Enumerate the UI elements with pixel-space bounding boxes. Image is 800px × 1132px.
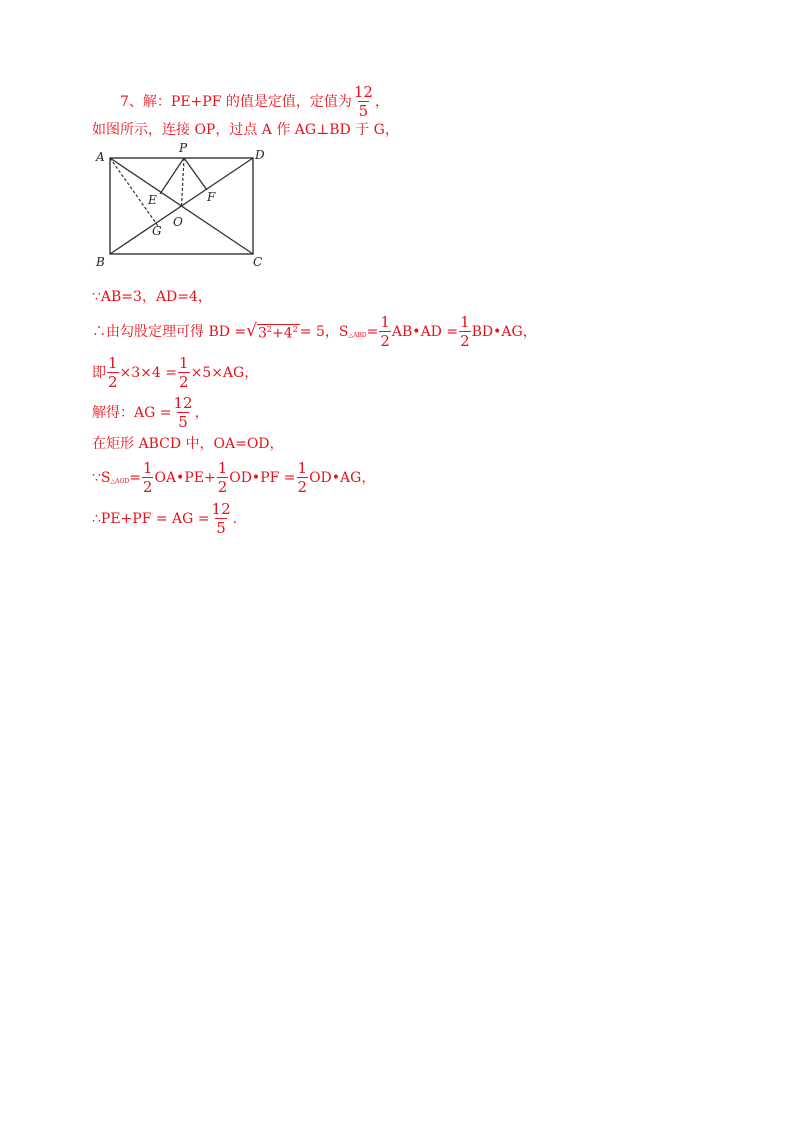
- label-b: B: [96, 255, 105, 269]
- area-equation: 即 $\frac{1}{2}$ ×3×4 = $\frac{1}{2}$ ×5×AG，: [92, 354, 259, 392]
- label-o: O: [173, 215, 183, 229]
- fraction-half: $\frac{1}{2}$: [460, 313, 470, 351]
- segment-pf: [184, 158, 207, 190]
- label-c: C: [253, 255, 263, 269]
- label-g: G: [152, 224, 162, 238]
- fraction-half: $\frac{1}{2}$: [142, 459, 153, 497]
- fraction-12-over-5: $\frac{12}{5}$: [173, 394, 193, 432]
- label-e: E: [148, 193, 157, 207]
- dashed-op: [182, 158, 185, 206]
- dashed-ag: [110, 158, 158, 226]
- fraction-half: $\frac{1}{2}$: [217, 459, 228, 497]
- fraction-half: $\frac{1}{2}$: [380, 313, 390, 351]
- label-f: F: [207, 190, 216, 204]
- fraction-half: $\frac{1}{2}$: [297, 459, 308, 497]
- aod-area-equation: ∵S △AOD = $\frac{1}{2}$ OA•PE+ $\frac{1}{2}$ OD•PF = $\frac{1}{2}$ OD•AG，: [92, 459, 376, 497]
- segment-pe: [160, 158, 184, 194]
- geometry-figure: [90, 142, 280, 272]
- given-lengths: ∵AB=3，AD=4，: [92, 289, 212, 305]
- fraction-half: $\frac{1}{2}$: [179, 354, 189, 392]
- label-a: A: [96, 150, 105, 164]
- rectangle-property: 在矩形 ABCD 中，OA=OD，: [92, 436, 284, 452]
- sqrt-expression: √ $3^2+4^2$: [246, 321, 298, 342]
- pythagorean-step: ∴由勾股定理可得 BD = √ $3^2+4^2$ = 5，S △ABD = $\frac{1}{2}$ AB•AD = $\frac{1}{2}$ BD•AG，: [92, 313, 537, 351]
- label-d: D: [255, 148, 265, 162]
- fraction-12-over-5: $\frac{12}{5}$: [211, 500, 231, 538]
- fraction-half: $\frac{1}{2}$: [108, 354, 118, 392]
- ag-result: 解得：AG = $\frac{12}{5}$ ，: [92, 394, 209, 432]
- conclusion: ∴PE+PF = AG = $\frac{12}{5}$ .: [92, 500, 238, 538]
- label-p: P: [179, 142, 188, 155]
- solution-heading: 7、解：PE+PF 的值是定值，定值为 $\frac{12}{5}$ ，: [120, 83, 389, 121]
- heading-text: 7、解：PE+PF 的值是定值，定值为: [120, 93, 352, 110]
- construction-text: 如图所示，连接 OP，过点 A 作 AG⊥BD 于 G，: [92, 122, 399, 138]
- fraction-12-over-5: $\frac{12}{5}$: [353, 83, 373, 121]
